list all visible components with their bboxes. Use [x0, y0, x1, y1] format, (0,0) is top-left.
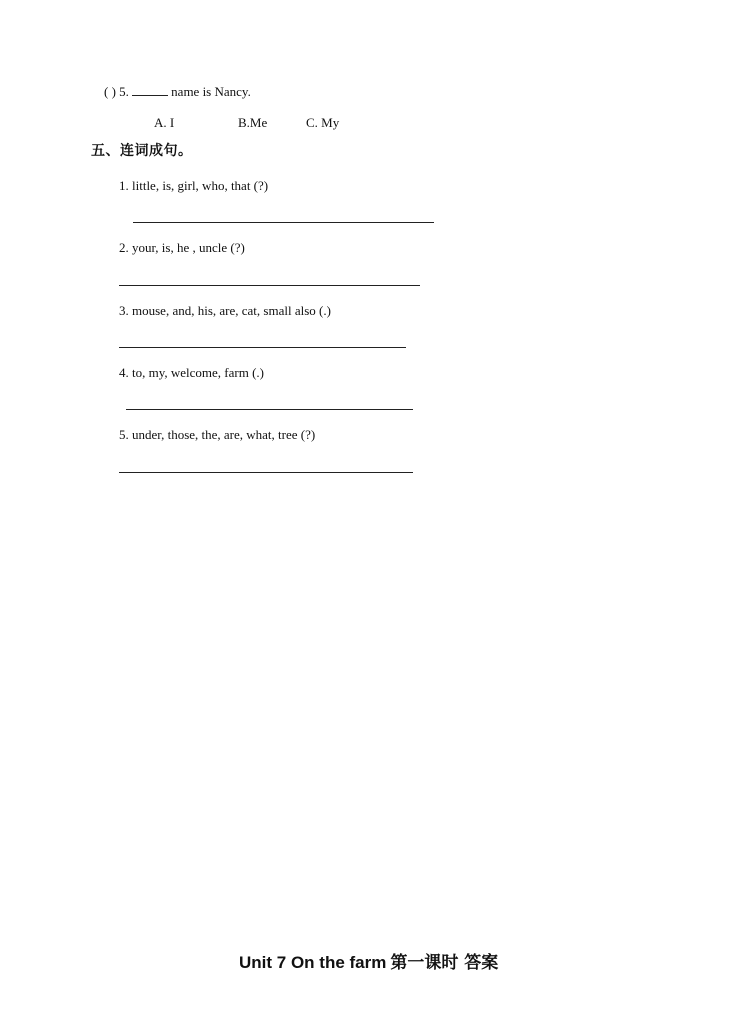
- answer-line-3[interactable]: [119, 347, 406, 348]
- option-c: C. My: [306, 115, 340, 130]
- question-number: 5.: [119, 84, 129, 99]
- answer-line-4[interactable]: [126, 409, 413, 410]
- question-5: [104, 84, 251, 100]
- option-a: A. I: [154, 115, 175, 130]
- unit-title: Unit 7 On the farm: [239, 953, 387, 972]
- fill-in-blank[interactable]: [132, 84, 168, 96]
- answer-key-heading: [239, 948, 498, 973]
- lesson-answer-label: 第一课时 答案: [390, 953, 499, 973]
- question-text: name is Nancy.: [171, 84, 251, 99]
- sentence-item-5: 5. under, those, the, are, what, tree (?): [119, 427, 316, 442]
- answer-parentheses: ( ): [104, 84, 116, 99]
- answer-line-2[interactable]: [119, 285, 420, 286]
- answer-line-1[interactable]: [133, 222, 434, 223]
- option-b: B.Me: [238, 115, 268, 130]
- sentence-item-3: 3. mouse, and, his, are, cat, small also (.): [119, 303, 331, 318]
- sentence-item-4: 4. to, my, welcome, farm (.): [119, 365, 264, 380]
- sentence-item-1: 1. little, is, girl, who, that (?): [119, 178, 269, 193]
- section-title: 五、连词成句。: [91, 143, 193, 159]
- sentence-item-2: 2. your, is, he , uncle (?): [119, 240, 245, 255]
- answer-line-5[interactable]: [119, 472, 413, 473]
